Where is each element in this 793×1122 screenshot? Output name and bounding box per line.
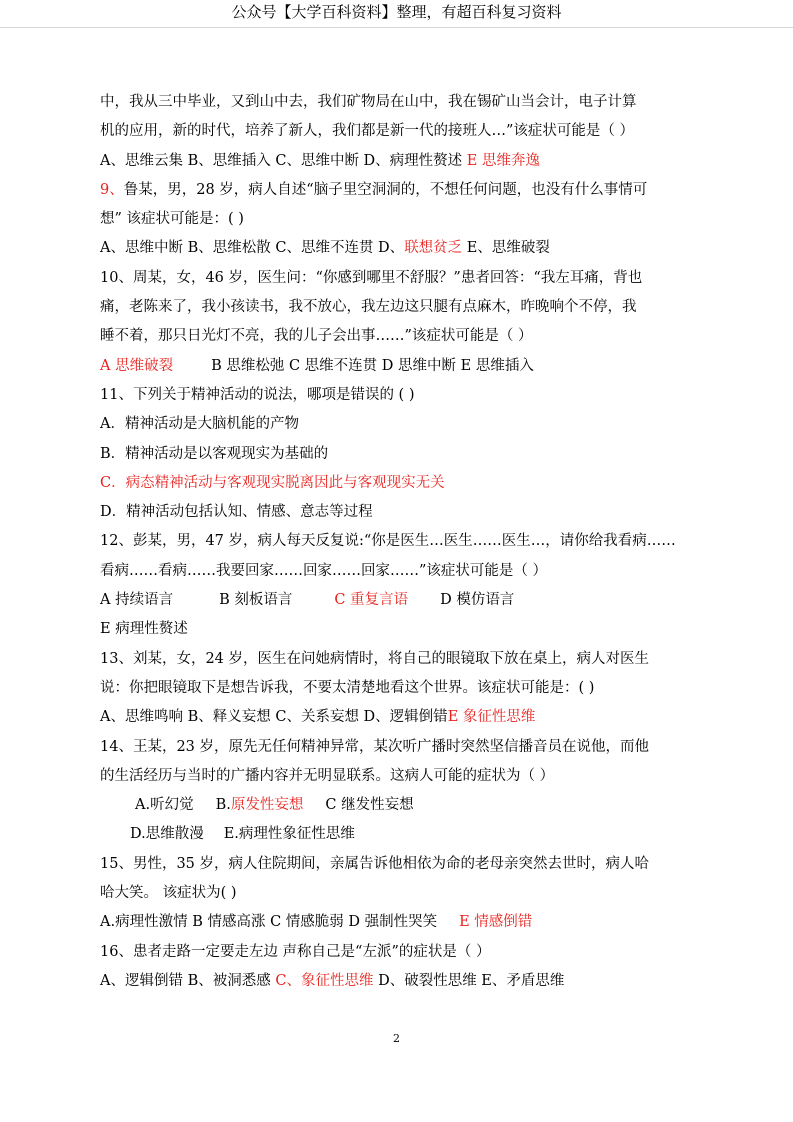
q8-answer: E 思维奔逸	[466, 152, 540, 169]
q12-options	[100, 586, 698, 615]
q14-options-row2	[100, 820, 698, 849]
q16-answer: C、象征性思维	[275, 972, 374, 989]
q14-line2: 的生活经历与当时的广播内容并无明显联系。这病人可能的症状为（ ）	[100, 767, 555, 784]
q12-option-a: A 持续语言	[100, 592, 174, 609]
q8-opts: A、思维云集 B、思维插入 C、思维中断 D、病理性赘述	[100, 152, 463, 169]
q16-opts-a: A、逻辑倒错 B、被洞悉感	[100, 972, 276, 989]
header-divider	[0, 27, 793, 28]
q12-option-d: D 模仿语言	[440, 592, 515, 609]
q16-stem: 16、患者走路一定要走左边 声称自己是“左派”的症状是（ ）	[100, 943, 491, 960]
q15-opts: A.病理性激情 B 情感高涨 C 情感脆弱 D 强制性哭笑	[100, 914, 438, 931]
q15-line2: 哈大笑。 该症状为( )	[100, 885, 237, 902]
q9-stem: 鲁某，男，28 岁，病人自述“脑子里空洞洞的，不想任何问题，也没有什么事情可	[123, 181, 648, 198]
q10-options	[100, 352, 698, 381]
q13-options	[100, 703, 698, 732]
q10-line2: 痛，老陈来了，我小孩读书，我不放心，我左边这只腿有点麻木，昨晚响个不停，我	[100, 299, 637, 316]
q15-options	[100, 908, 698, 937]
q8-options	[100, 147, 698, 176]
q10-answer: A 思维破裂	[100, 357, 174, 374]
question-content	[100, 88, 698, 996]
q12-line2: 看病……看病……我要回家……回家……回家……”该症状可能是（ ）	[100, 562, 548, 579]
q9-opts-a: A、思维中断 B、思维松散 C、思维不连贯 D、	[100, 240, 405, 257]
q14-options-row1	[100, 791, 698, 820]
q9-answer: 联想贫乏	[404, 240, 463, 257]
q16-opts-b: D、破裂性思维 E、矛盾思维	[373, 972, 565, 989]
q14-option-e: E.病理性象征性思维	[223, 826, 355, 843]
q9-line1	[100, 176, 698, 205]
q14-option-b-prefix: B.	[215, 797, 231, 814]
q8-line1: 中，我从三中毕业，又到山中去，我们矿物局在山中，我在锡矿山当会计，电子计算	[100, 94, 637, 110]
q12-option-e: E 病理性赘述	[100, 621, 188, 638]
q10-opts: B 思维松弛 C 思维不连贯 D 思维中断 E 思维插入	[211, 357, 534, 374]
q12-answer: C 重复言语	[334, 592, 409, 609]
q11-option-d: D．精神活动包括认知、情感、意志等过程	[100, 504, 373, 521]
q10-line3: 睡不着，那只日光灯不亮，我的儿子会出事……”该症状可能是（ ）	[100, 328, 533, 345]
q14-answer: 原发性妄想	[230, 797, 304, 814]
q12-line1: 12、彭某，男，47 岁，病人每天反复说:“你是医生…医生……医生…，请你给我看病……	[100, 533, 676, 550]
q10-line1: 10、周某，女，46 岁，医生问：“你感到哪里不舒服？”患者回答：“我左耳痛，背也	[100, 269, 643, 286]
q13-answer: E 象征性思维	[447, 709, 536, 726]
q9-number: 9、	[100, 181, 124, 198]
q13-opts: A、思维鸣响 B、释义妄想 C、关系妄想 D、逻辑倒错	[100, 709, 448, 726]
q15-line1: 15、男性，35 岁，病人住院期间，亲属告诉他相依为命的老母亲突然去世时，病人哈	[100, 855, 650, 872]
q9-line2: 想” 该症状可能是：( )	[100, 211, 244, 228]
q13-line2: 说：你把眼镜取下是想告诉我，不要太清楚地看这个世界。该症状可能是：( )	[100, 679, 595, 696]
q11-answer: C．病态精神活动与客观现实脱离因此与客观现实无关	[100, 474, 445, 491]
q14-option-d: D.思维散漫	[130, 826, 204, 843]
q8-line2: 机的应用，新的时代，培养了新人，我们都是新一代的接班人…”该症状可能是（ ）	[100, 123, 635, 140]
q11-option-b: B．精神活动是以客观现实为基础的	[100, 445, 329, 462]
q13-line1: 13、刘某，女，24 岁，医生在问她病情时，将自己的眼镜取下放在桌上，病人对医生	[100, 650, 650, 667]
q14-option-a: A.听幻觉	[135, 797, 194, 814]
q14-line1: 14、王某，23 岁，原先无任何精神异常，某次听广播时突然坚信播音员在说他，而他	[100, 738, 650, 755]
q9-opts-b: E、思维破裂	[462, 240, 550, 257]
q11-option-a: A．精神活动是大脑机能的产物	[100, 416, 299, 433]
q9-options	[100, 234, 698, 263]
q12-option-b: B 刻板语言	[219, 592, 293, 609]
q16-options	[100, 967, 698, 996]
q15-answer: E 情感倒错	[459, 914, 533, 931]
page-header: 公众号【大学百科资料】整理，有超百科复习资料	[231, 3, 562, 21]
page-number: 2	[393, 1032, 400, 1045]
q11-stem: 11、下列关于精神活动的说法，哪项是错误的 ( )	[100, 386, 415, 403]
q14-option-c: C 继发性妄想	[325, 797, 414, 814]
